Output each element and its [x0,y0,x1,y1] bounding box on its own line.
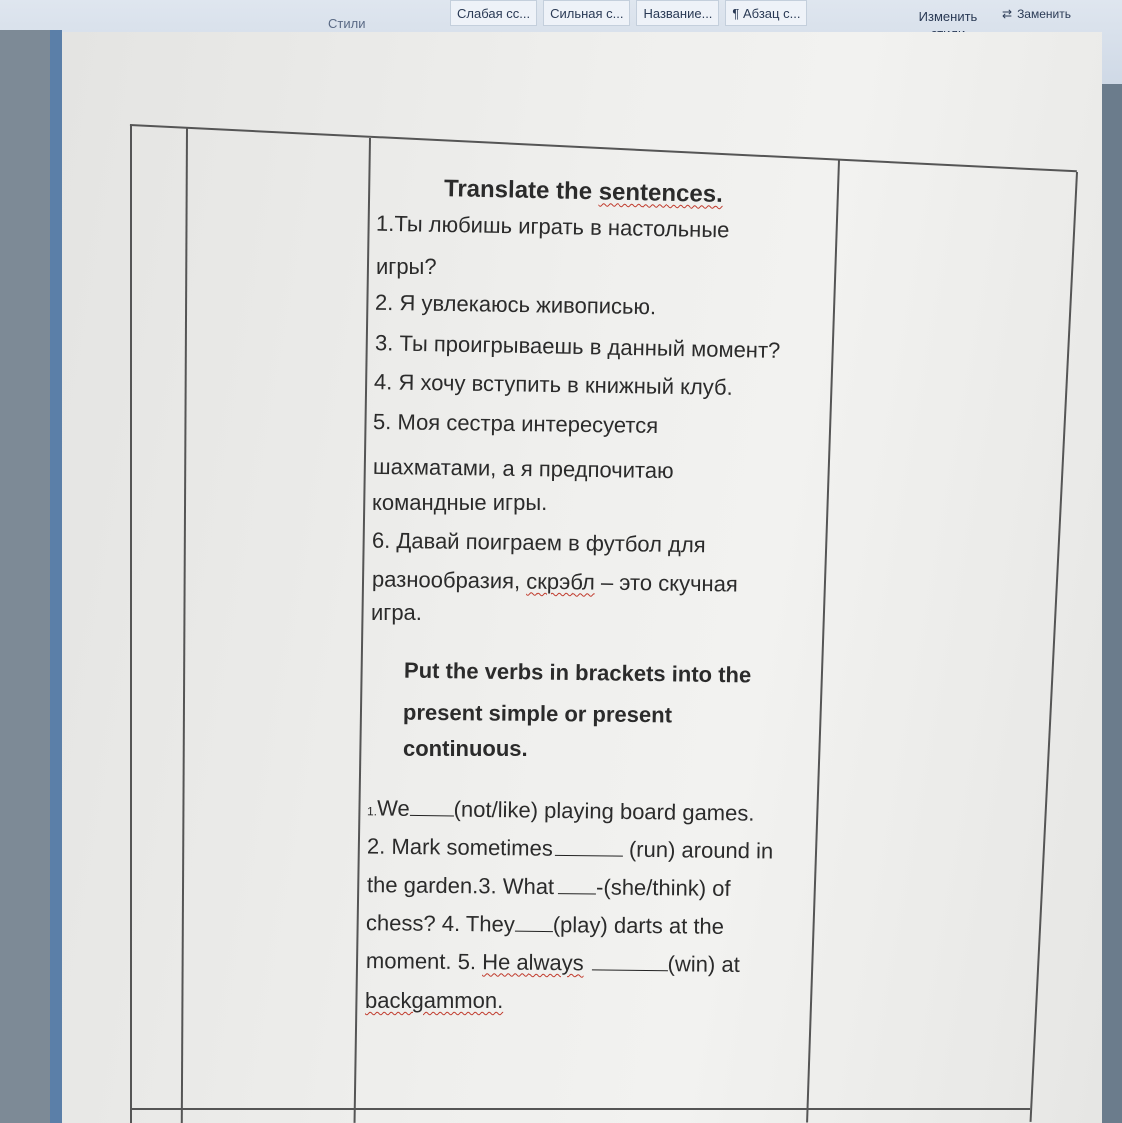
section2-heading-line-1: Put the verbs in brackets into the [403,657,752,688]
misspelled-word: скрэбл [526,568,596,595]
sentence-6-line-2 [372,568,738,595]
answer-blank-2[interactable] [555,841,623,857]
style-intense-reference[interactable]: Сильная с... [543,0,630,26]
replace-label: Заменить [1017,7,1071,21]
sentence-5-line-3: командные игры. [372,490,548,515]
sentence-3: 3. Ты проигрываешь в данный момент? [374,330,781,363]
exercise-line-5 [366,950,740,976]
replace-icon: ⇄ [1002,7,1013,21]
grammar-flagged-text: He always [482,949,584,976]
sentence-6-line-3: игра. [371,600,422,625]
text-segment: (not/like) playing board games. [453,796,755,826]
text-segment: moment. 5. [365,948,483,975]
text-segment: -(she/think) of [595,874,731,901]
text-segment: We [376,795,410,821]
sentence-6-line-1: 6. Давай поиграем в футбол для [371,527,706,558]
sentence-1-line-1: 1.Ты любишь играть в настольные [375,210,730,243]
exercise-line-4 [366,912,724,938]
answer-blank-4[interactable] [515,917,553,932]
style-title[interactable]: Название... [636,0,719,26]
list-number: 1. [366,804,378,819]
style-subtle-reference[interactable]: Слабая сс... [450,0,537,26]
section1-heading [444,175,723,209]
text-segment: the garden.3. What [366,872,555,900]
exercise-line-3 [367,874,731,900]
exercise-line-2 [366,833,774,864]
text-segment: (play) darts at the [552,912,725,939]
heading-word-sentences: sentences. [598,178,724,208]
text-segment: (win) at [667,951,740,977]
heading-word-translate: Translate [443,175,550,205]
section2-heading-line-2: present simple or present [402,699,673,728]
sentence-1-line-2: игры? [376,254,437,279]
exercise-line-1 [367,797,755,827]
text-segment: 2. Mark sometimes [366,833,553,861]
answer-blank-3[interactable] [558,879,596,894]
sentence-4: 4. Я хочу вступить в книжный клуб. [373,369,733,400]
text-segment: разнообразия, [371,566,527,594]
styles-group-label: Стили [328,16,366,31]
text-segment: – это скучная [594,569,739,597]
sentence-5-line-2: шахматами, а я предпочитаю [372,453,674,484]
heading-word-the: the [549,177,600,206]
text-segment: chess? 4. They [365,910,515,937]
sentence-5-line-1: 5. Моя сестра интересуется [372,409,659,438]
style-list-paragraph[interactable]: ¶ Абзац с... [725,0,807,26]
sentence-2: 2. Я увлекаюсь живописью. [374,289,657,320]
exercise-line-6: backgammon. [365,988,504,1013]
change-styles-button[interactable]: Изменить [918,9,978,24]
answer-blank-1[interactable] [410,801,454,817]
section2-heading-line-3: continuous. [403,736,528,761]
answer-blank-5[interactable] [592,955,668,971]
text-segment: (run) around in [622,836,774,864]
